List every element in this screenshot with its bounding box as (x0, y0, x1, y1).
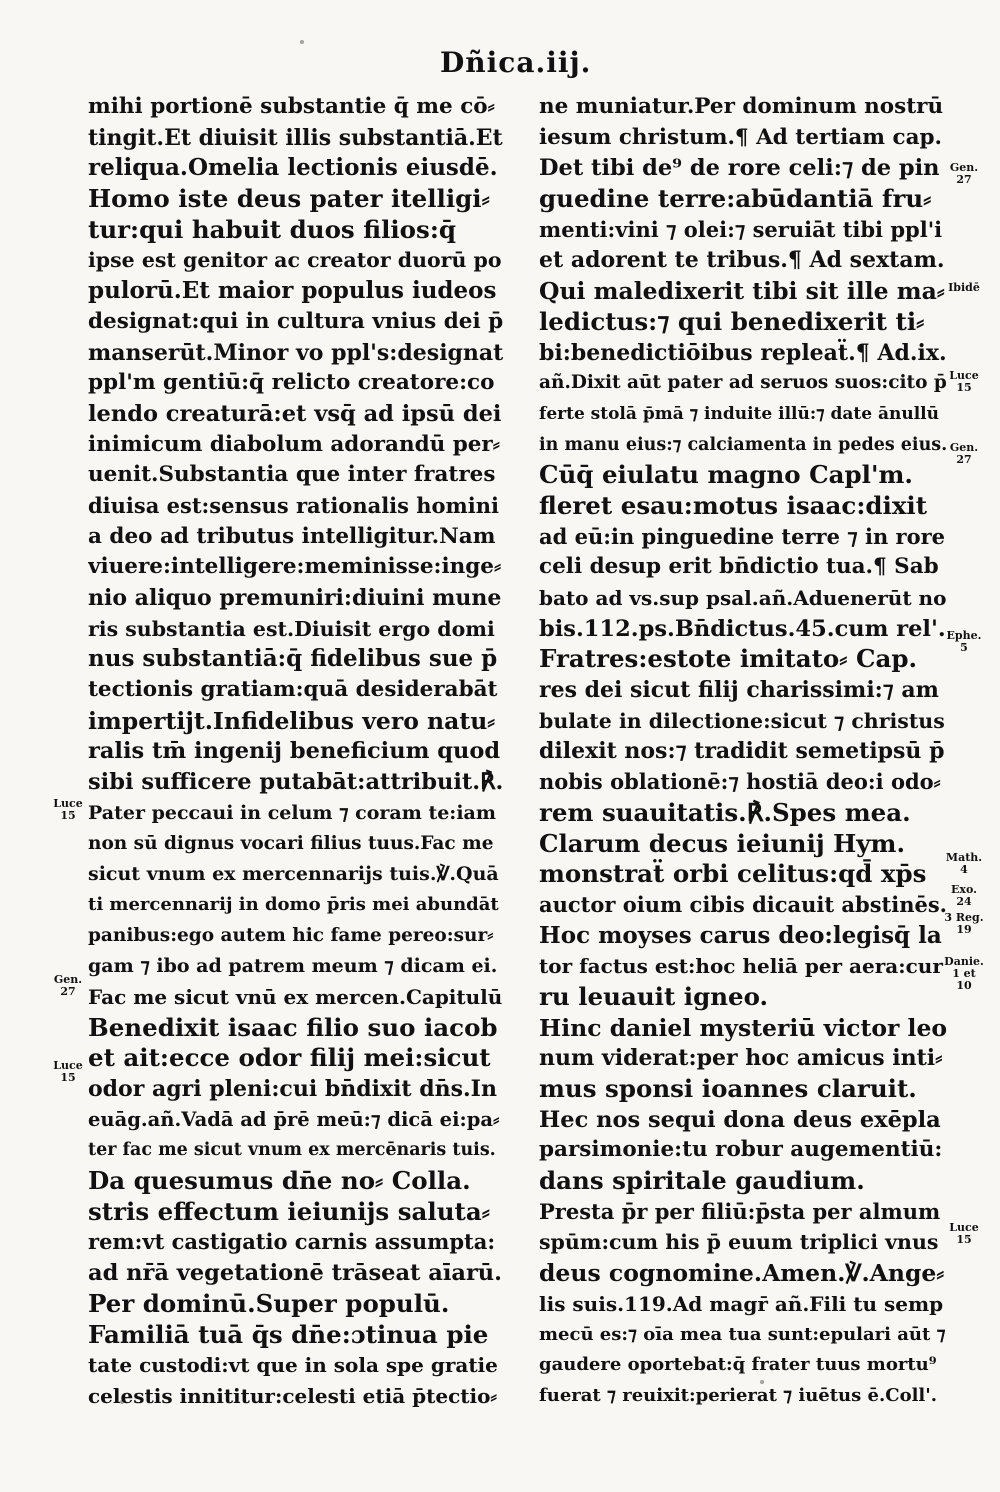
left-column-line: Familiā tuā q̄s dn̄e:ɔtinua pie (88, 1319, 489, 1349)
left-column-line: ralis tm̄ ingenij beneficium quod (88, 738, 501, 765)
left-column-line: panibus:ego autem hic fame pereo:sur⸗ (88, 924, 494, 946)
right-column-line: iesum christum.¶ Ad tertiam cap. (539, 124, 943, 150)
right-column-line: ad eū:in pinguedine terre ⁊ in rore (539, 523, 946, 549)
right-column-line: Hinc daniel mysteriū victor leo (539, 1013, 947, 1042)
right-column-line: añ.Dixit aūt pater ad seruos suos:cito p̄ (539, 372, 947, 394)
right-column-line: dans spiritale gaudium. (539, 1166, 865, 1196)
left-column-line: manserūt.Minor vo ppl's:designat (88, 339, 503, 366)
right-column-line: fuerat ⁊ reuixit:perierat ⁊ iuētus ē.Coll'. (539, 1384, 938, 1406)
right-column-line: fleret esau:motus isaac:dixit (539, 490, 928, 520)
right-column-line: et adorent te tribus.¶ Ad sextam. (539, 247, 945, 274)
left-column-line: celestis innititur:celesti etiā p̄tectio⸗ (88, 1383, 498, 1408)
margin-note-luce: Luce 15 (949, 1221, 979, 1246)
left-column-line: impertijt.Infidelibus vero natu⸗ (88, 706, 496, 735)
margin-note-gen: Gen. 27 (949, 441, 979, 466)
ink-speck (760, 1380, 764, 1384)
right-column-line: bis.112.ps.Bn̄dictus.45.cum rel'. (539, 615, 946, 642)
left-column-line: designat:qui in cultura vnius dei p̄ (88, 308, 503, 334)
margin-note-luce: Luce 15 (949, 369, 979, 394)
left-column-line: lendo creaturā:et vsq̄ ad ipsū dei (88, 400, 502, 427)
folio-header: Dñica.iij. (440, 46, 592, 79)
right-column-line: bato ad vs.sup psal.añ.Aduenerūt no (539, 586, 947, 610)
right-column-line: mecū es:⁊ oīa mea tua sunt:epulari aūt ⁊ (539, 1323, 946, 1345)
right-column-line: ferte stolā p̄mā ⁊ induite illū:⁊ date ānullū (539, 403, 939, 424)
margin-note-math: Math. 4 (945, 851, 983, 876)
left-column-line: odor agri pleni:cui bn̄dixit dn̄s.In (88, 1076, 497, 1102)
margin-note-gen: Gen. 27 (53, 973, 83, 998)
margin-note-luce: Luce 15 (53, 1059, 83, 1084)
right-column-line: gaudere oportebat:q̄ frater tuus mortu⁹ (539, 1354, 937, 1376)
left-column-line: nus substantiā:q̄ fidelibus sue p̄ (88, 645, 498, 673)
left-column-line: rem:vt castigatio carnis assumpta: (88, 1229, 496, 1255)
ink-speck (300, 40, 304, 44)
right-column-line: spūm:cum his p̄ euum triplici vnus (539, 1230, 939, 1255)
right-column-line: lis suis.119.Ad magr̄ añ.Fili tu semp (539, 1291, 944, 1316)
left-column-line: gam ⁊ ibo ad patrem meum ⁊ dicam ei. (88, 955, 498, 978)
right-column-line: monstraẗ orbi celitus:qd̄ xp̄s (539, 859, 927, 889)
left-column-line: inimicum diabolum adorandū per⸗ (88, 431, 500, 457)
left-column-line: sibi sufficere putabāt:attribuit.℟. (88, 769, 503, 796)
margin-note-ephe: Ephe. 5 (946, 629, 982, 654)
left-column-line: Benedixit isaac filio suo iacob (88, 1012, 498, 1042)
left-column-line: tingit.Et diuisit illis substantiā.Et (88, 124, 503, 151)
right-column-line: in manu eius:⁊ calciamenta in pedes eius. (539, 434, 947, 455)
left-column-line: non sū dignus vocari filius tuus.Fac me (88, 832, 494, 854)
left-column-line: uenit.Substantia que inter fratres (88, 462, 496, 488)
left-column-line: Da quesumus dn̄e no⸗ Colla. (88, 1166, 471, 1196)
right-column-line: auctor oium cibis dicauit abstinēs. (539, 891, 947, 917)
right-column-line: parsimonie:tu robur augementiū: (539, 1137, 943, 1163)
left-column-line: a deo ad tributus intelligitur.Nam (88, 523, 496, 549)
left-column-line: mihi portionē substantie q̄ me cō⸗ (88, 94, 495, 119)
right-column-line: Det tibi de⁹ de rore celi:⁊ de pin (539, 155, 940, 182)
left-column-line: tectionis gratiam:quā desiderabāt (88, 677, 498, 703)
left-column-line: viuere:intelligere:meminisse:inge⸗ (88, 554, 502, 580)
left-column-line: reliqua.Omelia lectionis eiusdē. (88, 154, 498, 182)
left-column-line: tate custodi:vt que in sola spe gratie (88, 1353, 498, 1378)
left-column-line: pulorū.Et maior populus iudeos (88, 277, 497, 305)
left-column-line: ris substantia est.Diuisit ergo domi (88, 616, 495, 641)
right-column-line: tor factus est:hoc heliā per aera:cur (539, 954, 943, 979)
left-column-line: ter fac me sicut vnum ex mercēnaris tuis. (88, 1140, 496, 1161)
right-column-line: celi desup erit bn̄dictio tua.¶ Sab (539, 554, 939, 580)
right-column-line: bi:benedictiōibus repleaẗ.¶ Ad.ix. (539, 339, 947, 366)
margin-note-reg: 3 Reg. 19 (944, 911, 984, 936)
left-column-line: et ait:ecce odor filij mei:sicut (88, 1043, 491, 1073)
left-column-line: ppl'm gentiū:q̄ relicto creatore:co (88, 370, 495, 396)
margin-note-luce: Luce 15 (53, 797, 83, 822)
right-column-line: ru leuauit igneo. (539, 981, 769, 1011)
left-column-line: Fac me sicut vnū ex mercen.Capitulū (88, 984, 503, 1009)
left-column-line: sicut vnum ex mercennarijs tuis.℣.Quā (88, 863, 499, 886)
left-column-line: ad nr̄ā vegetationē trāseat aīarū. (88, 1260, 502, 1287)
right-column-line: Clarum decus ieiunij Hym. (539, 828, 905, 858)
left-column-line: nio aliquo premuniri:diuini mune (88, 585, 502, 611)
right-column-line: bulate in dilectione:sicut ⁊ christus (539, 708, 945, 733)
right-column-line: deus cognomine.Amen.℣.Ange⸗ (539, 1259, 945, 1288)
left-column-line: Pater peccaui in celum ⁊ coram te:iam (88, 801, 496, 824)
left-column-line: ipse est genitor ac creator duorū po (88, 248, 502, 273)
margin-note-danie: Danie. 1 et 10 (944, 955, 984, 992)
margin-note-ibidem: Ibidē (948, 281, 980, 294)
left-column-line: ti mercennarij in domo p̄ris mei abundāt (88, 893, 499, 915)
left-column-line: Homo iste deus pater itelligi⸗ (88, 184, 490, 214)
right-column-line: guedine terre:abūdantiā fru⸗ (539, 184, 932, 214)
right-column-line: num viderat:per hoc amicus inti⸗ (539, 1045, 943, 1072)
right-column-line: mus sponsi ioannes claruit. (539, 1074, 917, 1103)
right-column-line: Qui maledixerit tibi sit ille ma⸗ (539, 277, 945, 306)
right-text-column (539, 92, 947, 1412)
right-column-line: Hoc moyses carus deo:legisq̄ la (539, 921, 942, 949)
left-text-column (88, 92, 503, 1412)
right-column-line: Hec nos sequi dona deus exēpla (539, 1106, 941, 1133)
right-column-line: dilexit nos:⁊ tradidit semetipsū p̄ (539, 738, 945, 765)
right-column-line: menti:vini ⁊ olei:⁊ seruiāt tibi ppl'i (539, 216, 943, 242)
right-column-line: res dei sicut filij charissimi:⁊ am (539, 677, 939, 704)
right-column-line: Presta p̄r per filiū:p̄sta per almum (539, 1198, 941, 1224)
right-column-line: ledictus:⁊ qui benedixerit ti⸗ (539, 306, 925, 336)
right-column-line: Fratres:estote imitato⸗ Cap. (539, 644, 917, 674)
left-column-line: stris effectum ieiunijs saluta⸗ (88, 1196, 490, 1226)
margin-note-gen: Gen. 27 (949, 161, 979, 186)
left-column-line: euāg.añ.Vadā ad p̄rē meū:⁊ dicā ei:pa⸗ (88, 1107, 500, 1131)
right-column-line: rem suauitatis.℟.Spes mea. (539, 797, 911, 827)
left-column-line: diuisa est:sensus rationalis homini (88, 492, 499, 518)
left-column-line: tur:qui habuit duos filios:q̄ (88, 214, 456, 244)
right-column-line: Cūq̄ eiulatu magno Capl'm. (539, 460, 913, 490)
right-column-line: nobis oblationē:⁊ hostiā deo:i odo⸗ (539, 769, 941, 795)
margin-note-exo: Exo. 24 (951, 883, 977, 908)
left-column-line: Per dominū.Super populū. (88, 1288, 450, 1318)
right-column-line: ne muniatur.Per dominum nostrū (539, 94, 944, 119)
ink-speck (120, 1400, 124, 1404)
